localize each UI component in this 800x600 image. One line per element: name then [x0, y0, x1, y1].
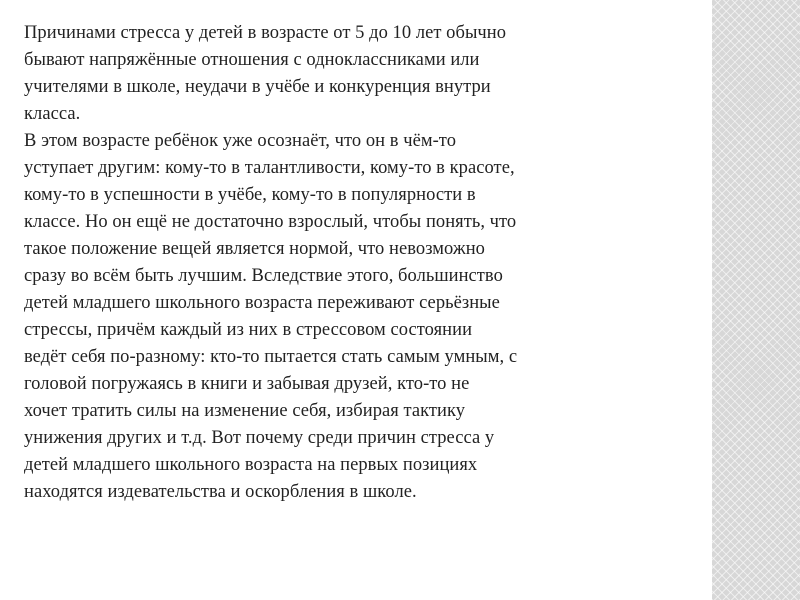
text-line-8: классе. Но он ещё не достаточно взрослый, чтобы понять, что [24, 212, 517, 232]
decorative-stripe-band [712, 0, 800, 600]
text-line-1: Причинами стресса у детей в возрасте от 5 до 10 лет обычно [24, 23, 507, 43]
text-line-10: сразу во всём быть лучшим. Вследствие этого, большинство [24, 266, 503, 286]
text-line-7: кому-то в успешности в учёбе, кому-то в популярности в [24, 185, 476, 205]
text-line-5: В этом возрасте ребёнок уже осознаёт, что он в чём-то [24, 131, 456, 151]
text-line-14: головой погружаясь в книги и забывая друзей, кто-то не [24, 374, 470, 394]
body-text [24, 20, 624, 506]
text-line-16: унижения других и т.д. Вот почему среди причин стресса у [24, 428, 495, 448]
text-line-15: хочет тратить силы на изменение себя, избирая тактику [24, 401, 466, 421]
text-line-18: находятся издевательства и оскорбления в школе. [24, 482, 417, 502]
text-line-9: такое положение вещей является нормой, что невозможно [24, 239, 485, 259]
text-line-4: класса. [24, 104, 81, 124]
text-line-2: бывают напряжённые отношения с одноклассниками или [24, 50, 480, 70]
text-line-3: учителями в школе, неудачи в учёбе и конкуренция внутри [24, 77, 491, 97]
text-line-11: детей младшего школьного возраста переживают серьёзные [24, 293, 500, 313]
text-line-13: ведёт себя по-разному: кто-то пытается стать самым умным, с [24, 347, 518, 367]
text-line-6: уступает другим: кому-то в талантливости, кому-то в красоте, [24, 158, 515, 178]
text-line-17: детей младшего школьного возраста на первых позициях [24, 455, 478, 475]
text-line-12: стрессы, причём каждый из них в стрессовом состоянии [24, 320, 473, 340]
